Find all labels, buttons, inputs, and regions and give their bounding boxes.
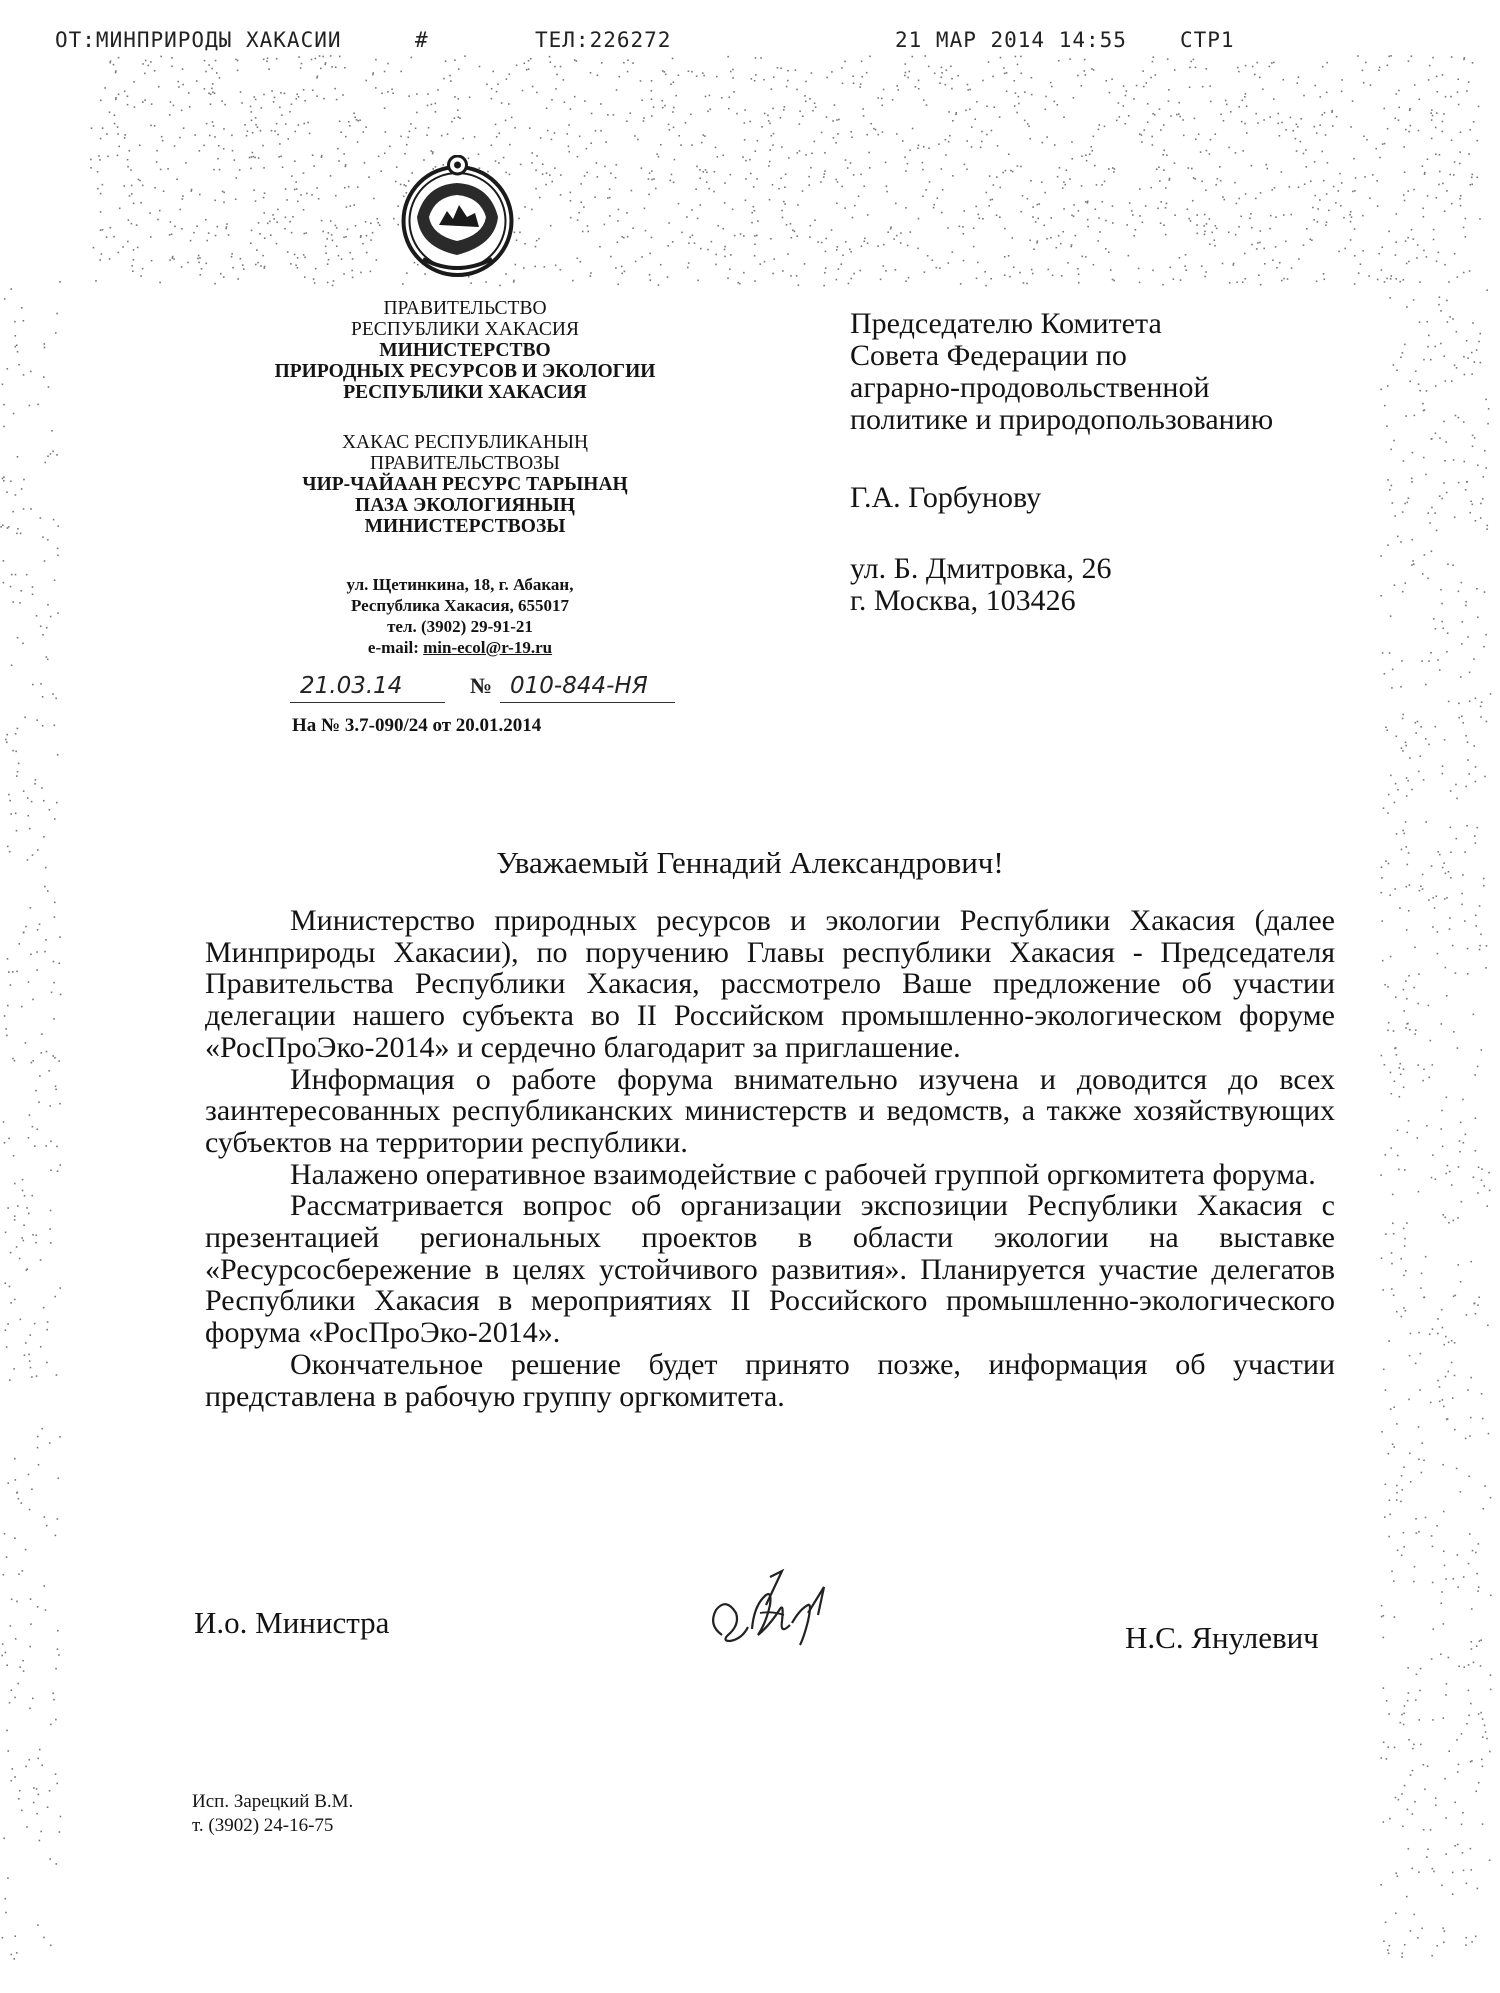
letterhead-kh-government: ПРАВИТЕЛЬСТВОЗЫ <box>370 453 560 474</box>
recipient-line-4: политике и природопользованию <box>850 403 1274 436</box>
letterhead-republic: РЕСПУБЛИКИ ХАКАСИЯ <box>350 319 579 340</box>
recipient-name: Г.А. Горбунову <box>850 481 1042 514</box>
in-reply-reference: На № 3.7-090/24 от 20.01.2014 <box>292 715 542 736</box>
letterhead-ministry-name: ПРИРОДНЫХ РЕСУРСОВ И ЭКОЛОГИИ <box>274 361 656 382</box>
letterhead-ministry-republic: РЕСПУБЛИКИ ХАКАСИЯ <box>343 382 587 403</box>
registration-number-underline <box>500 702 675 703</box>
fax-date: 21 МАР 2014 14:55 <box>895 28 1127 52</box>
address-email-line <box>280 637 640 658</box>
handwritten-signature <box>700 1565 850 1675</box>
address-region: Республика Хакасия, 655017 <box>350 596 570 615</box>
fax-page: СТР1 <box>1180 28 1235 52</box>
recipient-line-1: Председателю Комитета <box>850 307 1162 340</box>
letterhead-kh-ecology: ПАЗА ЭКОЛОГИЯНЫҢ <box>355 495 575 516</box>
coat-of-arms-emblem <box>395 155 520 280</box>
letterhead-kh-resources: ЧИР-ЧАЙААН РЕСУРС ТАРЫНАҢ <box>302 474 628 495</box>
executor-name: Исп. Зарецкий В.М. <box>192 1791 354 1812</box>
fax-sender: ОТ:МИНПРИРОДЫ ХАКАСИИ <box>55 28 342 52</box>
signatory-name: Н.С. Янулевич <box>1125 1620 1319 1655</box>
letterhead-kh-republic: ХАКАС РЕСПУБЛИКАНЫҢ <box>341 432 589 453</box>
email-label: e-mail: <box>367 638 419 657</box>
recipient-city: г. Москва, 103426 <box>850 584 1076 617</box>
letterhead-government: ПРАВИТЕЛЬСТВО <box>383 298 547 319</box>
registration-date: 21.03.14 <box>300 673 403 699</box>
recipient-address <box>850 553 1111 617</box>
body-paragraph-1: Министерство природных ресурсов и экологии Республики Хакасия (далее Минприроды Хакасии), по поручению Главы республики Хакасия - Председателя Правительства Республики Хакасия, рассмотрело Ваше предложение об участии делегации нашего субъекта во II Российском промышленно-экологическом форуме «РосПроЭко-2014» и сердечно благодарит за приглашение. <box>205 904 1335 1064</box>
letterhead-khakas <box>255 432 675 537</box>
registration-number-sign: № <box>470 673 493 698</box>
body-paragraph-4: Рассматривается вопрос об организации экспозиции Республики Хакасия с презентацией региональных проектов в области экологии на выставке «Ресурсосбережение в целях устойчивого развития». Планируется участие делегатов Республики Хакасия в мероприятиях II Российского промышленно-экологического форума «РосПроЭко-2014». <box>205 1189 1335 1350</box>
fax-hash: # <box>415 28 429 52</box>
letterhead-kh-ministry: МИНИСТЕРСТВОЗЫ <box>364 516 566 537</box>
recipient-position <box>850 308 1273 436</box>
recipient-line-2: Совета Федерации по <box>850 339 1127 372</box>
email-link[interactable]: min-ecol@r-19.ru <box>423 638 553 657</box>
body-paragraph-2: Информация о работе форума внимательно изучена и доводится до всех заинтересованных республиканских министерств и ведомств, а также хозяйствующих субъектов на территории республики. <box>205 1062 1335 1159</box>
address-street: ул. Щетинкина, 18, г. Абакан, <box>346 575 574 594</box>
registration-date-underline <box>290 702 445 703</box>
body-paragraph-3: Налажено оперативное взаимодействие с рабочей группой оргкомитета форума. <box>290 1157 1316 1191</box>
fax-phone: ТЕЛ:226272 <box>535 28 672 52</box>
recipient-line-3: аграрно-продовольственной <box>850 371 1210 404</box>
signatory-title: И.о. Министра <box>194 1605 390 1640</box>
registration-number: 010-844-НЯ <box>510 673 648 699</box>
letterhead-address <box>280 574 640 658</box>
letterhead-ministry: МИНИСТЕРСТВО <box>379 340 551 361</box>
salutation: Уважаемый Геннадий Александрович! <box>496 845 1004 880</box>
recipient-street: ул. Б. Дмитровка, 26 <box>850 552 1112 585</box>
letterhead-ru <box>255 298 675 403</box>
address-phone: тел. (3902) 29-91-21 <box>387 617 533 636</box>
executor-block <box>192 1790 353 1838</box>
body-paragraph-5: Окончательное решение будет принято позже, информация об участии представлена в рабочую группу оргкомитета. <box>205 1347 1335 1413</box>
executor-phone: т. (3902) 24-16-75 <box>192 1815 334 1836</box>
letter-body <box>205 905 1335 1412</box>
